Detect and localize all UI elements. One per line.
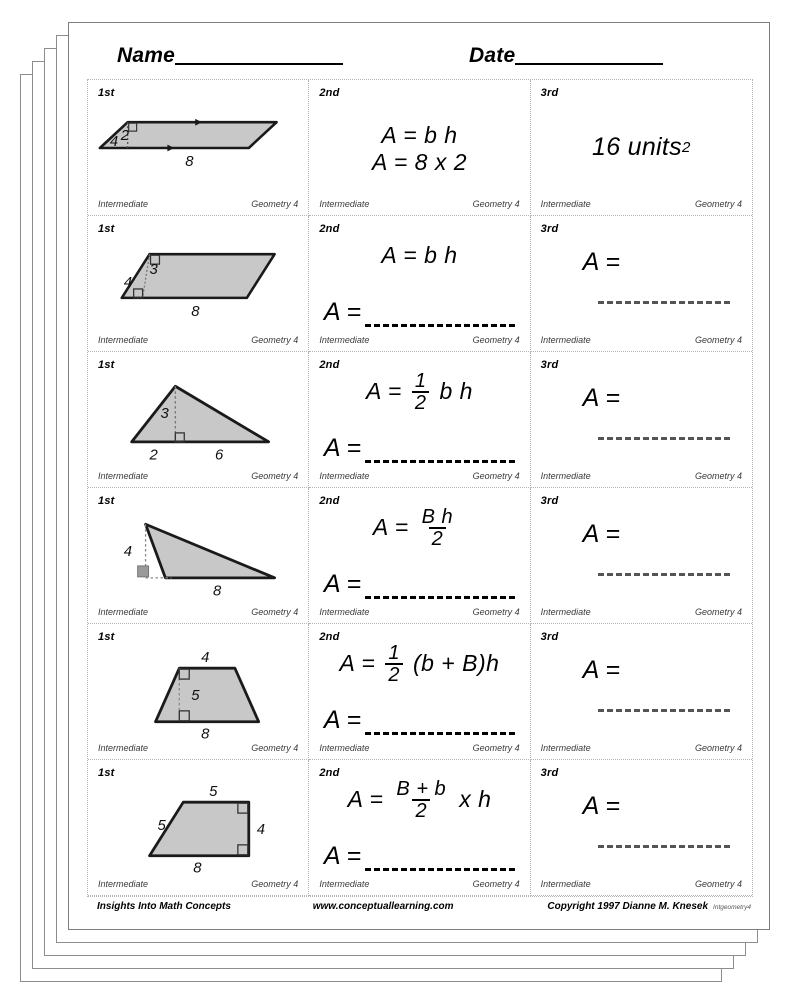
formula-row-3 <box>366 371 473 414</box>
cell-footer-right: Geometry 4 <box>472 199 520 209</box>
svg-text:4: 4 <box>123 274 133 291</box>
problem-row-5-figure-cell <box>88 624 309 760</box>
figure-triangle <box>88 368 308 472</box>
svg-text:3: 3 <box>160 406 169 423</box>
problem-row-1-answer-cell <box>531 80 752 216</box>
date-field[interactable] <box>469 45 663 67</box>
formula-row-5 <box>340 643 500 686</box>
cell-footer-right: Geometry 4 <box>251 335 299 345</box>
answer-prefix: A = <box>323 434 362 462</box>
svg-text:8: 8 <box>191 303 200 320</box>
formula-area-row-4 <box>309 492 529 564</box>
answer-blank-row-5-final[interactable] <box>531 658 752 712</box>
answer-blank-row-3-final[interactable] <box>531 386 752 440</box>
cell-footer-right: Geometry 4 <box>472 471 520 481</box>
formula-row-4 <box>373 507 466 550</box>
answer-blank-row-4[interactable] <box>309 572 529 599</box>
problem-grid <box>87 79 753 897</box>
step-label-third: 3rd <box>540 359 559 371</box>
formula-row-5-fraction <box>385 643 403 686</box>
problem-row-1-formula-cell <box>309 80 530 216</box>
step-label-first: 1st <box>98 495 115 507</box>
answer-prefix: A = <box>323 842 362 870</box>
answer-write-line[interactable] <box>598 289 730 304</box>
problem-row-2-answer-cell <box>531 216 752 352</box>
svg-text:2: 2 <box>120 128 130 145</box>
formula-row-4-fraction <box>419 507 457 550</box>
formula-area-row-6 <box>309 764 529 836</box>
step-label-first: 1st <box>98 359 115 371</box>
formula-row-3-head: A = <box>366 378 402 405</box>
cell-footer-right: Geometry 4 <box>251 743 299 753</box>
name-label: Name <box>117 44 175 67</box>
cell-footer-left: Intermediate <box>540 471 591 481</box>
cell-footer-left: Intermediate <box>319 607 370 617</box>
cell-footer-right: Geometry 4 <box>694 607 742 617</box>
cell-footer-right: Geometry 4 <box>472 607 520 617</box>
formula-area-row-5 <box>309 628 529 700</box>
cell-footer-left: Intermediate <box>540 607 591 617</box>
footer-code: Intgeometry4 <box>713 903 751 911</box>
answer-blank-row-2[interactable] <box>309 300 529 327</box>
name-write-line[interactable] <box>175 62 343 65</box>
svg-text:8: 8 <box>213 583 222 600</box>
problem-row-3-answer-cell <box>531 352 752 488</box>
problem-row-3-figure-cell <box>88 352 309 488</box>
problem-row-6-answer-cell <box>531 760 752 896</box>
svg-text:3: 3 <box>149 262 158 279</box>
figure-parallelogram-flat <box>88 96 308 200</box>
answer-write-line[interactable] <box>365 448 515 463</box>
cell-footer-right: Geometry 4 <box>694 471 742 481</box>
step-label-second: 2nd <box>319 223 340 235</box>
step-label-second: 2nd <box>319 767 340 779</box>
svg-text:4: 4 <box>201 650 210 667</box>
problem-row-4-figure-cell <box>88 488 309 624</box>
answer-blank-row-6[interactable] <box>309 844 529 871</box>
formula-row-1-line1: A = b h <box>381 121 458 148</box>
step-label-first: 1st <box>98 631 115 643</box>
cell-footer-left: Intermediate <box>540 743 591 753</box>
answer-blank-row-2-final[interactable] <box>531 250 752 304</box>
formula-row-3-fraction <box>412 371 430 414</box>
cell-footer-right: Geometry 4 <box>472 335 520 345</box>
step-label-second: 2nd <box>319 359 340 371</box>
answer-value-row-1: 16 units <box>592 133 682 161</box>
fraction-numerator: 1 <box>388 641 400 664</box>
date-write-line[interactable] <box>515 62 663 65</box>
answer-blank-row-6-final[interactable] <box>531 794 752 848</box>
cell-footer-right: Geometry 4 <box>251 471 299 481</box>
formula-row-6-tail: x h <box>459 786 492 813</box>
fraction-numerator: B h <box>421 505 454 528</box>
cell-footer-left: Intermediate <box>98 607 149 617</box>
formula-row-6-head: A = <box>347 786 384 813</box>
problem-row-6-formula-cell <box>309 760 530 896</box>
cell-footer-left: Intermediate <box>98 335 149 345</box>
problem-row-3-formula-cell <box>309 352 530 488</box>
answer-write-line[interactable] <box>365 312 515 327</box>
step-label-third: 3rd <box>540 495 559 507</box>
svg-text:4: 4 <box>123 544 133 560</box>
svg-text:5: 5 <box>191 687 200 704</box>
cell-footer-left: Intermediate <box>540 199 591 209</box>
svg-text:5: 5 <box>157 817 166 834</box>
formula-row-4-head: A = <box>372 514 409 541</box>
problem-row-1-figure-cell <box>88 80 309 216</box>
worksheet-page <box>68 22 770 930</box>
cell-footer-right: Geometry 4 <box>472 743 520 753</box>
cell-footer-left: Intermediate <box>98 879 149 889</box>
cell-footer-left: Intermediate <box>319 471 370 481</box>
fraction-denominator: 2 <box>412 799 430 821</box>
formula-row-6 <box>348 779 492 822</box>
step-label-first: 1st <box>98 223 115 235</box>
answer-blank-row-4-final[interactable] <box>531 522 752 576</box>
problem-row-2-formula-cell <box>309 216 530 352</box>
cell-footer-right: Geometry 4 <box>251 879 299 889</box>
fraction-denominator: 2 <box>429 527 447 549</box>
cell-footer-left: Intermediate <box>98 199 149 209</box>
cell-footer-left: Intermediate <box>98 471 149 481</box>
answer-prefix: A = <box>323 570 362 598</box>
footer-copyright-text: Copyright 1997 Dianne M. Knesek <box>547 900 709 912</box>
cell-footer-right: Geometry 4 <box>472 879 520 889</box>
formula-area-row-1 <box>309 94 529 204</box>
answer-blank-row-5[interactable] <box>309 708 529 735</box>
cell-footer-left: Intermediate <box>540 879 591 889</box>
step-label-first: 1st <box>98 87 115 99</box>
svg-text:6: 6 <box>215 447 224 464</box>
svg-text:8: 8 <box>185 153 194 170</box>
answer-blank-row-3[interactable] <box>309 436 529 463</box>
fraction-denominator: 2 <box>385 663 403 685</box>
fraction-numerator: 1 <box>414 369 427 392</box>
footer-brand: Insights Into Math Concepts <box>97 900 231 912</box>
svg-text:8: 8 <box>201 726 210 743</box>
cell-footer-left: Intermediate <box>319 335 370 345</box>
answer-prefix: A = <box>582 792 620 820</box>
figure-obtuse-triangle <box>88 504 308 608</box>
problem-row-5-formula-cell <box>309 624 530 760</box>
step-label-first: 1st <box>98 767 115 779</box>
cell-footer-left: Intermediate <box>319 879 370 889</box>
step-label-third: 3rd <box>540 631 559 643</box>
answer-prefix: A = <box>582 248 620 276</box>
cell-footer-left: Intermediate <box>319 743 370 753</box>
answer-write-line[interactable] <box>365 720 515 735</box>
answer-prefix: A = <box>582 384 620 412</box>
figure-right-trapezoid <box>88 776 308 880</box>
problem-row-4-answer-cell <box>531 488 752 624</box>
svg-text:4: 4 <box>256 821 266 838</box>
cell-footer-left: Intermediate <box>319 199 370 209</box>
step-label-second: 2nd <box>319 87 340 99</box>
problem-row-5-answer-cell <box>531 624 752 760</box>
cell-footer-right: Geometry 4 <box>251 607 299 617</box>
cell-footer-right: Geometry 4 <box>694 743 742 753</box>
figure-parallelogram <box>88 232 308 336</box>
step-label-second: 2nd <box>319 631 340 643</box>
formula-row-1-line2: A = 8 x 2 <box>371 149 468 175</box>
cell-footer-right: Geometry 4 <box>251 199 299 209</box>
step-label-second: 2nd <box>319 495 340 507</box>
name-field[interactable] <box>117 45 343 67</box>
problem-row-4-formula-cell <box>309 488 530 624</box>
answer-write-line[interactable] <box>365 584 515 599</box>
step-label-third: 3rd <box>540 223 559 235</box>
problem-row-6-figure-cell <box>88 760 309 896</box>
answer-write-line[interactable] <box>598 833 730 848</box>
formula-row-2-line1: A = b h <box>381 242 458 269</box>
answer-prefix: A = <box>582 520 620 548</box>
step-label-third: 3rd <box>540 767 559 779</box>
footer-website[interactable]: www.conceptuallearning.com <box>312 900 454 912</box>
cell-footer-left: Intermediate <box>540 335 591 345</box>
formula-row-3-tail: b h <box>439 378 473 405</box>
cell-footer-left: Intermediate <box>98 743 149 753</box>
answer-write-line[interactable] <box>598 697 730 712</box>
formula-row-6-fraction <box>393 779 449 822</box>
answer-row-1: 16 units 2 <box>592 133 691 161</box>
figure-trapezoid <box>88 640 308 744</box>
answer-write-line[interactable] <box>598 561 730 576</box>
svg-text:2: 2 <box>149 447 158 464</box>
answer-write-line[interactable] <box>598 425 730 440</box>
formula-row-5-head: A = <box>339 650 376 677</box>
fraction-numerator: B + b <box>396 777 447 800</box>
formula-row-5-tail: (b + B)h <box>412 650 500 677</box>
answer-prefix: A = <box>323 298 362 326</box>
svg-text:4: 4 <box>109 134 119 151</box>
problem-row-2-figure-cell <box>88 216 309 352</box>
worksheet-header <box>69 23 769 79</box>
formula-area-row-3 <box>309 356 529 428</box>
step-label-third: 3rd <box>540 87 559 99</box>
answer-prefix: A = <box>323 706 362 734</box>
cell-footer-right: Geometry 4 <box>694 879 742 889</box>
fraction-denominator: 2 <box>412 391 430 413</box>
cell-footer-right: Geometry 4 <box>694 335 742 345</box>
svg-text:5: 5 <box>209 784 218 801</box>
svg-text:8: 8 <box>193 860 202 877</box>
answer-prefix: A = <box>582 656 620 684</box>
formula-area-row-2 <box>309 220 529 292</box>
date-label: Date <box>469 44 516 67</box>
cell-footer-right: Geometry 4 <box>694 199 742 209</box>
answer-write-line[interactable] <box>365 856 515 871</box>
page-footer <box>87 897 751 915</box>
footer-copyright <box>532 901 751 912</box>
